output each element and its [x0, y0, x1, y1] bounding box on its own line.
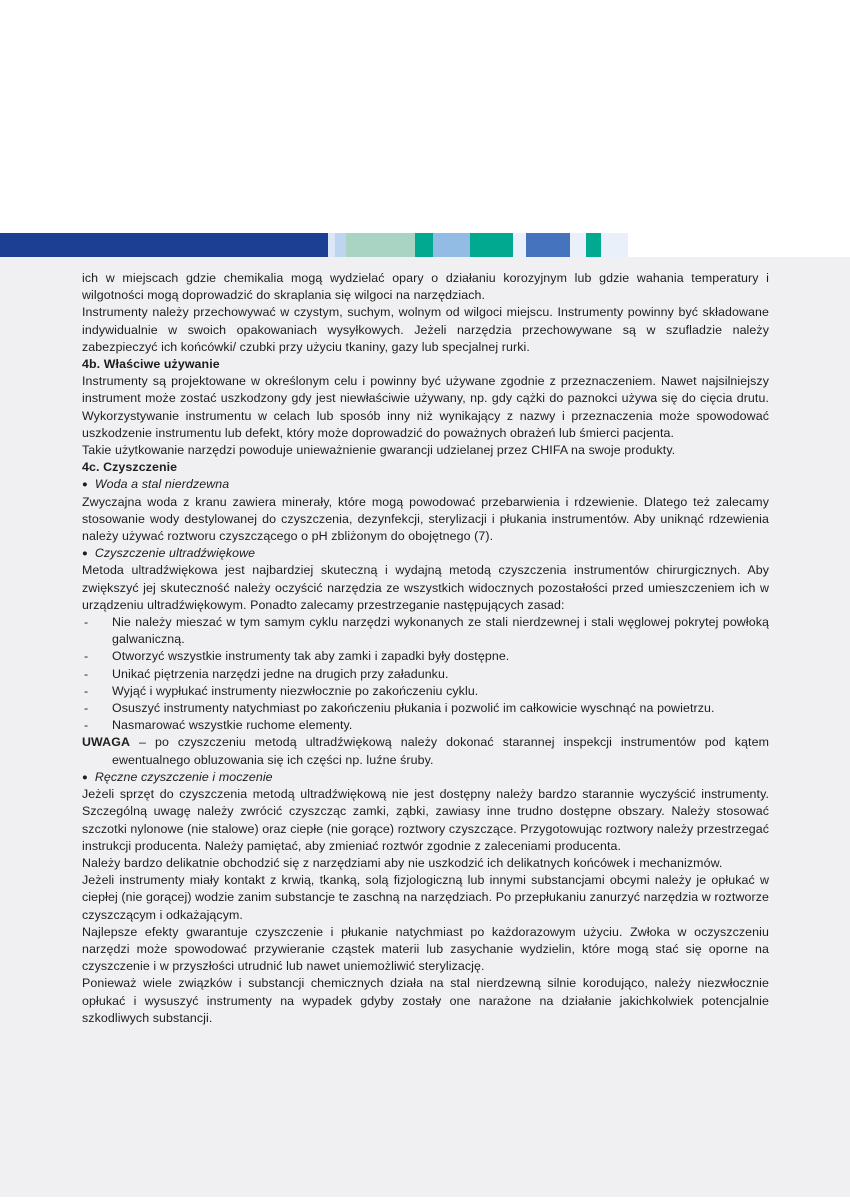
paragraph-manual-3: Jeżeli instrumenty miały kontakt z krwią, tkanką, solą fizjologiczną lub innymi substancjami obcymi należy je opłukać w ciepłej (nie gorącej) wodzie zanim substancje te zaschną na narzędziach. Po przepłukaniu zanurzyć narzędzia w roztworze czyszczącym i odkażającym.: [82, 873, 769, 922]
paragraph-storage-2: Instrumenty należy przechowywać w czystym, suchym, wolnym od wilgoci miejscu. Instrumenty powinny być składowane indywidualnie w swoich opakowaniach wysyłkowych. Jeżeli narzędzia przechowywane są w szufladzie należy zabezpieczyć ich końcówki/ czubki przy użyciu tkaniny, gazy lub specjalnej rurki.: [82, 305, 769, 354]
paragraph-water: Zwyczajna woda z kranu zawiera minerały, które mogą powodować przebarwienia i rdzewienie. Dlatego też zalecamy stosowanie wody destylowanej do czyszczenia, dezynfekcji, sterylizacji i płukania instrumentów. Aby uniknąć rdzewienia należy używać roztworu czyszczącego o pH zbliżonym do obojętnego (7).: [82, 494, 769, 544]
note-uwaga-text: – po czyszczeniu metodą ultradźwiękową należy dokonać starannej inspekcji instrumentów pod kątem ewentualnego obluzowania się ich części np. luźne śruby.: [112, 735, 769, 767]
band-segment-teal-3: [586, 233, 601, 257]
dash-marker: -: [84, 649, 89, 664]
dash-marker: -: [84, 701, 89, 716]
subsection-title-manual-label: Ręczne czyszczenie i moczenie: [94, 769, 273, 784]
subsection-title-ultrasonic-label: Czyszczenie ultradźwiękowe: [94, 546, 256, 561]
bullet-icon: ●: [82, 548, 88, 560]
dash-list-item: [82, 683, 769, 700]
section-heading-4c: 4c. Czyszczenie: [82, 460, 178, 475]
dash-list: [82, 614, 769, 734]
color-band: [0, 233, 850, 257]
subsection-title-water: [82, 476, 769, 493]
band-segment-pale-green: [346, 233, 415, 257]
dash-item-text: Unikać piętrzenia narzędzi jedne na drugich przy załadunku.: [112, 666, 449, 681]
dash-marker: -: [84, 718, 89, 733]
dash-item-text: Nie należy mieszać w tym samym cyklu narzędzi wykonanych ze stali nierdzewnej i stali węglowej pokrytej powłoką galwaniczną.: [112, 615, 769, 647]
band-segment-pale-2: [570, 233, 586, 257]
dash-list-item: [82, 700, 769, 717]
dash-item-text: Otworzyć wszystkie instrumenty tak aby zamki i zapadki były dostępne.: [112, 649, 510, 664]
paragraph-4b-2: Takie użytkowanie narzędzi powoduje unieważnienie gwarancji udzielanej przez CHIFA na swoje produkty.: [82, 443, 676, 458]
paragraph-ultrasonic-intro: Metoda ultradźwiękowa jest najbardziej skuteczną i wydajną metodą czyszczenia instrumentów chirurgicznych. Aby zwiększyć jej skuteczność należy oczyścić narzędzia ze wszystkich widocznych pozostałości przed umieszczeniem ich w urządzeniu ultradźwiękowym. Ponadto zalecamy przestrzeganie następujących zasad:: [82, 563, 769, 612]
note-uwaga: [82, 734, 769, 768]
paragraph-manual-5: Ponieważ wiele związków i substancji chemicznych działa na stal nierdzewną silnie korodująco, należy niezwłocznie opłukać i wysuszyć instrumenty na wypadek gdyby zostały one narażone na działanie jakichkolwiek potencjalnie szkodliwych substancji.: [82, 976, 769, 1025]
dash-list-item: [82, 614, 769, 648]
subsection-title-manual: [82, 769, 769, 786]
dash-marker: -: [84, 666, 89, 681]
paragraph-manual-2: Należy bardzo delikatnie obchodzić się z narzędziami aby nie uszkodzić ich delikatnych końcówek i mechanizmów.: [82, 855, 723, 870]
dash-list-item: [82, 648, 769, 665]
dash-list-item: [82, 717, 769, 734]
bullet-icon: ●: [82, 479, 88, 491]
dash-marker: -: [84, 615, 89, 630]
band-segment-sky-blue: [433, 233, 470, 257]
band-segment-teal: [415, 233, 433, 257]
dash-item-text: Wyjąć i wypłukać instrumenty niezwłocznie po zakończeniu cyklu.: [112, 683, 479, 698]
band-segment-teal-2: [470, 233, 513, 257]
paragraph-storage-1: ich w miejscach gdzie chemikalia mogą wydzielać opary o działaniu korozyjnym lub gdzie wahania temperatury i wilgotności mogą doprowadzić do skraplania się wilgoci na narzędziach.: [82, 271, 769, 303]
note-uwaga-label: UWAGA: [82, 735, 130, 750]
dash-item-text: Nasmarować wszystkie ruchome elementy.: [112, 718, 353, 733]
band-segment-dark-blue: [0, 233, 328, 257]
band-segment-pale-3: [601, 233, 628, 257]
document-text: [82, 258, 769, 1027]
subsection-title-water-label: Woda a stal nierdzewna: [94, 477, 230, 492]
band-segment-medium-blue: [526, 233, 570, 257]
band-segment-light-blue: [335, 233, 346, 257]
subsection-title-ultrasonic: [82, 545, 769, 562]
dash-item-text: Osuszyć instrumenty natychmiast po zakończeniu płukania i pozwolić im całkowicie wyschnąć na powietrzu.: [112, 701, 715, 716]
band-segment-pale-blue: [328, 233, 335, 257]
bullet-icon: ●: [82, 771, 88, 783]
band-segment-pale-1: [513, 233, 526, 257]
paragraph-4b-1: Instrumenty są projektowane w określonym celu i powinny być używane zgodnie z przeznaczeniem. Nawet najsilniejszy instrument może zostać uszkodzony gdy jest niewłaściwie używany, np. gdy cążki do paznokci używa się do cięcia drutu. Wykorzystywanie instrumentu w celach lub sposób inny niż wynikający z nazwy i przeznaczenia może spowodować uszkodzenie instrumentu lub defekt, który może doprowadzić do poważnych obrażeń lub śmierci pacjenta.: [82, 374, 769, 440]
dash-list-item: [82, 666, 769, 683]
section-heading-4b: 4b. Właściwe używanie: [82, 357, 220, 372]
paragraph-manual-4: Najlepsze efekty gwarantuje czyszczenie i płukanie natychmiast po każdorazowym użyciu. Zwłoka w oczyszczeniu narzędzi może spowodować przywieranie cząstek materii lub zasychanie wydzielin, które mogą stać się oporne na czyszczenie i w przyszłości utrudnić lub nawet uniemożliwić sterylizację.: [82, 924, 769, 974]
paragraph-manual-1: Jeżeli sprzęt do czyszczenia metodą ultradźwiękową nie jest dostępny należy bardzo starannie wyczyścić instrumenty. Szczególną uwagę należy zwrócić czyszcząc zamki, ząbki, zawiasy inne trudno dostępne obszary. Należy stosować szczotki nylonowe (nie stalowe) oraz ciepłe (nie gorące) roztwory czyszczące. Przygotowując roztwory należy przestrzegać instrukcji producenta. Należy pamiętać, aby zmieniać roztwór zgodnie z zaleceniami producenta.: [82, 787, 769, 853]
dash-marker: -: [84, 683, 89, 698]
